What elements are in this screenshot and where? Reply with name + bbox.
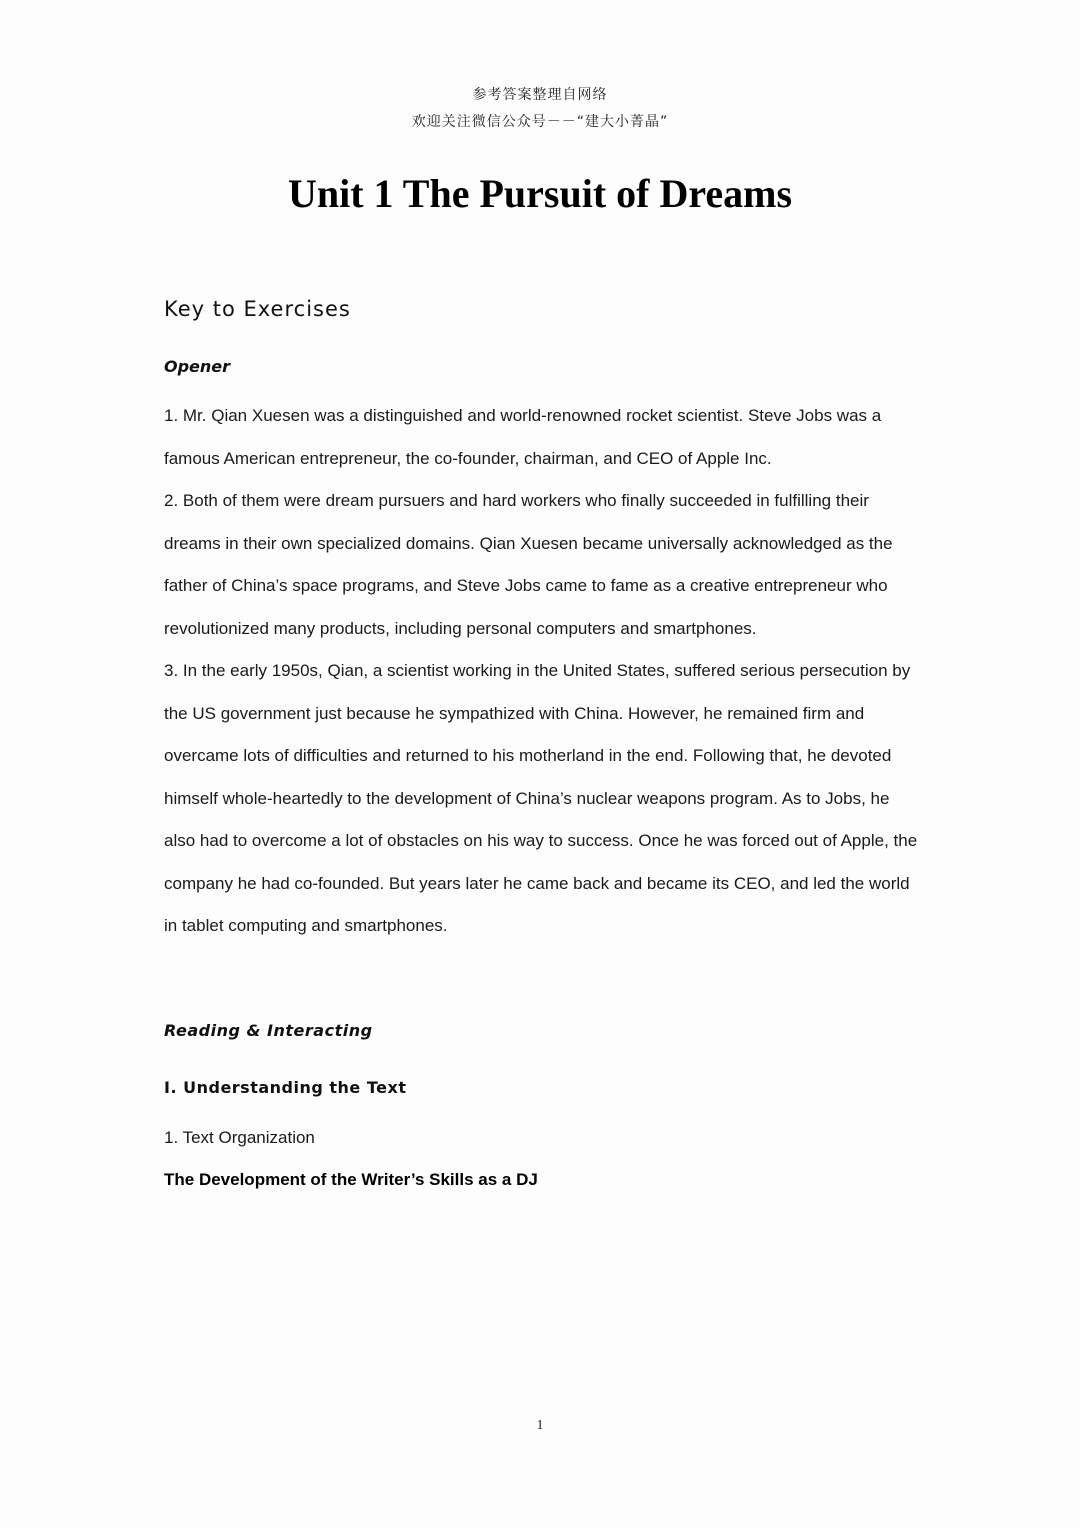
opener-answer-2: 2. Both of them were dream pursuers and hard workers who finally succeeded in fulfilling their dreams in their own specialized domains. Qian Xuesen became universally acknowledged as the father of China’s space programs, and Steve Jobs came to fame as a creative entrepreneur who revolutionized many products, including personal computers and smartphones.: [164, 491, 893, 638]
development-subtitle: The Development of the Writer’s Skills as a DJ: [164, 1170, 538, 1189]
header-wechat-note: 欢迎关注微信公众号－－“建大小菁晶”: [411, 114, 669, 130]
opener-answer-3: 3. In the early 1950s, Qian, a scientist working in the United States, suffered serious persecution by the US government just because he sympathized with China. However, he remained firm and overcame lots of difficulties and returned to his motherland in the end. Following that, he devoted himself whole-heartedly to the development of China’s nuclear weapons program. As to Jobs, he also had to overcome a lot of obstacles on his way to success. Once he was forced out of Apple, the company he had co-founded. But years later he came back and became its CEO, and led the world in tablet computing and smartphones.: [164, 661, 918, 935]
reading-interacting-heading: Reading & Interacting: [164, 1021, 373, 1040]
header-source-note: 参考答案整理自网络: [472, 87, 608, 103]
opener-heading: Opener: [164, 357, 231, 376]
text-organization-item: 1. Text Organization: [164, 1128, 315, 1147]
understanding-text-heading: I. Understanding the Text: [164, 1078, 407, 1097]
key-to-exercises-heading: Key to Exercises: [164, 297, 351, 321]
opener-answer-1: 1. Mr. Qian Xuesen was a distinguished and world-renowned rocket scientist. Steve Jobs was a famous American entrepreneur, the co-founder, chairman, and CEO of Apple Inc.: [164, 406, 882, 468]
page-title: Unit 1 The Pursuit of Dreams: [287, 171, 793, 216]
page-number: 1: [536, 1418, 544, 1433]
opener-answers: [164, 395, 924, 948]
